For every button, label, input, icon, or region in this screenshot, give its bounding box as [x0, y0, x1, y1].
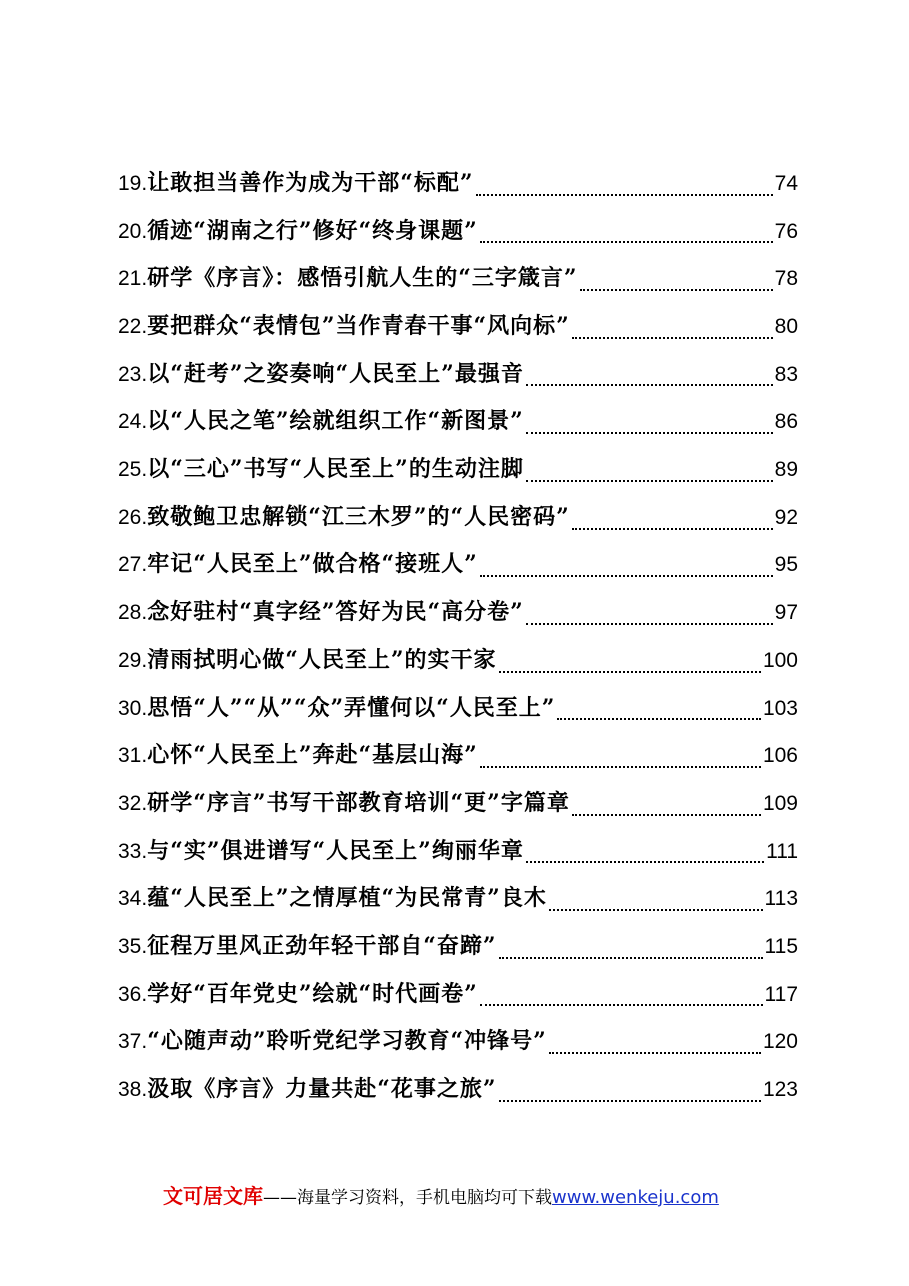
toc-entry[interactable] [118, 542, 798, 590]
toc-entry[interactable] [118, 351, 798, 399]
toc-entry[interactable] [118, 398, 798, 446]
toc-entry-number: 32. [118, 791, 148, 815]
toc-entry-page: 83 [774, 362, 798, 386]
toc-entry-page: 117 [764, 982, 798, 1006]
toc-entry-number: 24. [118, 410, 148, 434]
toc-entry-number: 22. [118, 315, 148, 339]
toc-entry-page: 106 [762, 744, 798, 768]
toc-entry[interactable] [118, 589, 798, 637]
toc-entry-number: 34. [118, 887, 148, 911]
toc-entry-title: 心怀“人民至上”奔赴“基层山海” [147, 742, 478, 769]
toc-entry-page: 89 [774, 458, 798, 482]
toc-entry-title: 以“人民之笔”绘就组织工作“新图景” [147, 408, 524, 435]
toc-entry-page: 95 [774, 553, 798, 577]
toc-entry[interactable] [118, 780, 798, 828]
toc-entry-number: 27. [118, 553, 148, 577]
toc-dot-leader [526, 623, 773, 625]
toc-entry-page: 120 [762, 1030, 798, 1054]
toc-dot-leader [480, 241, 773, 243]
toc-entry-number: 19. [118, 171, 148, 195]
toc-dot-leader [549, 909, 763, 911]
toc-entry-page: 113 [764, 887, 798, 911]
footer-link[interactable]: www.wenkeju.com [552, 1187, 719, 1208]
toc-entry-page: 123 [762, 1078, 798, 1102]
toc-entry-page: 97 [774, 601, 798, 625]
toc-entry[interactable] [118, 255, 798, 303]
toc-dot-leader [549, 1052, 761, 1054]
toc-entry-page: 109 [762, 791, 798, 815]
footer-tagline: ——海量学习资料，手机电脑均可下载 [263, 1188, 552, 1208]
toc-dot-leader [526, 861, 764, 863]
footer-brand: 文可居文库 [163, 1184, 263, 1208]
toc-entry[interactable] [118, 637, 798, 685]
toc-entry-title: “心随声动”聆听党纪学习教育“冲锋号” [147, 1028, 547, 1055]
toc-entry-title: 让敢担当善作为成为干部“标配” [147, 169, 474, 196]
toc-dot-leader [499, 1100, 761, 1102]
toc-dot-leader [526, 480, 773, 482]
toc-entry[interactable] [118, 1066, 798, 1114]
toc-entry-title: 以“三心”书写“人民至上”的生动注脚 [147, 456, 524, 483]
toc-dot-leader [526, 384, 773, 386]
toc-entry-page: 76 [774, 219, 798, 243]
toc-dot-leader [476, 194, 773, 196]
toc-entry-number: 38. [118, 1078, 148, 1102]
toc-entry-number: 21. [118, 267, 148, 291]
footer [163, 1181, 719, 1213]
toc-entry-page: 74 [774, 171, 798, 195]
toc-dot-leader [572, 814, 761, 816]
toc-entry-title: 征程万里风正劲年轻干部自“奋蹄” [147, 932, 497, 959]
toc-entry-title: 念好驻村“真字经”答好为民“高分卷” [147, 599, 524, 626]
toc-dot-leader [499, 957, 763, 959]
toc-entry-number: 30. [118, 696, 148, 720]
toc-dot-leader [572, 528, 773, 530]
toc-entry-number: 36. [118, 982, 148, 1006]
toc-entry-number: 28. [118, 601, 148, 625]
toc-entry[interactable] [118, 446, 798, 494]
toc-entry-number: 29. [118, 648, 148, 672]
toc-dot-leader [572, 337, 773, 339]
toc-dot-leader [480, 766, 761, 768]
toc-entry-title: 要把群众“表情包”当作青春干事“风向标” [147, 313, 570, 340]
toc-entry-page: 86 [774, 410, 798, 434]
toc-entry[interactable] [118, 160, 798, 208]
toc-entry[interactable] [118, 875, 798, 923]
toc-entry-title: 循迹“湖南之行”修好“终身课题” [147, 217, 478, 244]
toc-entry-title: 汲取《序言》力量共赴“花事之旅” [147, 1076, 497, 1103]
toc-entry-number: 25. [118, 458, 148, 482]
toc-entry-number: 23. [118, 362, 148, 386]
toc-dot-leader [499, 671, 761, 673]
toc-entry-title: 学好“百年党史”绘就“时代画卷” [147, 980, 478, 1007]
toc-entry-page: 111 [766, 839, 798, 863]
toc-entry-page: 103 [762, 696, 798, 720]
toc-entry-number: 33. [118, 839, 148, 863]
toc-entry-number: 31. [118, 744, 148, 768]
toc-dot-leader [580, 289, 773, 291]
toc-entry[interactable] [118, 971, 798, 1019]
toc-entry[interactable] [118, 685, 798, 733]
toc-entry[interactable] [118, 828, 798, 876]
toc-entry-title: 思悟“人”“从”“众”弄懂何以“人民至上” [147, 694, 556, 721]
toc-entry-title: 蕴“人民至上”之情厚植“为民常青”良木 [147, 885, 547, 912]
toc-entry-page: 115 [764, 934, 798, 958]
toc-entry[interactable] [118, 208, 798, 256]
toc-entry-number: 35. [118, 934, 148, 958]
toc-entry[interactable] [118, 494, 798, 542]
toc-entry-title: 研学《序言》：感悟引航人生的“三字箴言” [147, 265, 578, 292]
toc-entry[interactable] [118, 1018, 798, 1066]
toc-entry[interactable] [118, 923, 798, 971]
toc-dot-leader [526, 432, 773, 434]
toc-dot-leader [480, 575, 773, 577]
toc-entry-number: 20. [118, 219, 148, 243]
toc-entry-title: 致敬鲍卫忠解锁“江三木罗”的“人民密码” [147, 503, 570, 530]
toc-entry-page: 92 [774, 505, 798, 529]
toc-entry[interactable] [118, 732, 798, 780]
toc-entry-title: 清雨拭明心做“人民至上”的实干家 [147, 646, 497, 673]
toc-entry[interactable] [118, 303, 798, 351]
table-of-contents [118, 160, 798, 1114]
toc-entry-number: 37. [118, 1030, 148, 1054]
toc-entry-page: 100 [762, 648, 798, 672]
toc-dot-leader [557, 718, 761, 720]
toc-entry-number: 26. [118, 505, 148, 529]
toc-entry-title: 牢记“人民至上”做合格“接班人” [147, 551, 478, 578]
toc-entry-page: 78 [774, 267, 798, 291]
toc-entry-page: 80 [774, 315, 798, 339]
toc-dot-leader [480, 1004, 763, 1006]
toc-entry-title: 研学“序言”书写干部教育培训“更”字篇章 [147, 789, 570, 816]
toc-entry-title: 以“赶考”之姿奏响“人民至上”最强音 [147, 360, 524, 387]
toc-entry-title: 与“实”俱进谱写“人民至上”绚丽华章 [147, 837, 524, 864]
